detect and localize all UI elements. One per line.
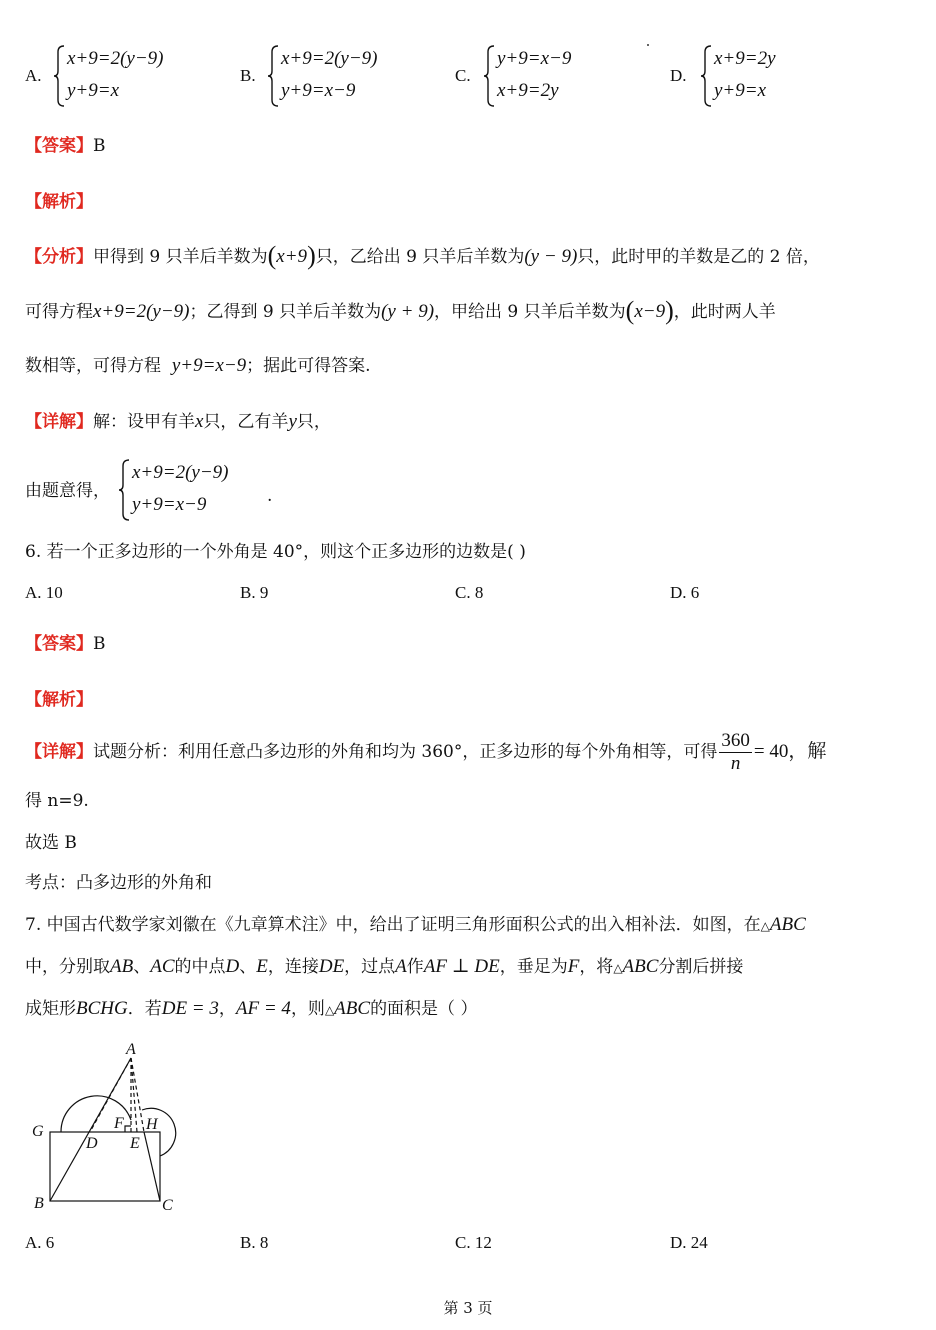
text: ，: [218, 999, 236, 1019]
q7-option-d: D. 24: [670, 1233, 708, 1252]
text: 、: [239, 957, 257, 977]
q6-conclusion: 故选 B: [25, 833, 77, 853]
q6-option-d: D. 6: [670, 583, 700, 602]
math-var: ABC: [334, 998, 371, 1019]
math-var: A: [395, 956, 407, 977]
math-var: x: [195, 411, 204, 432]
math-var: DE: [318, 956, 345, 977]
q7-line-3: [25, 997, 477, 1022]
line-ec: [144, 1132, 160, 1201]
q5-option-c-label: C.: [455, 66, 471, 85]
answer-tag: 【答案】: [25, 634, 93, 654]
math-var: y: [288, 411, 297, 432]
text: 只，此时甲的羊数是乙的 2 倍，: [577, 247, 820, 267]
math-expr: (x−9): [625, 296, 674, 325]
label-c: C: [162, 1197, 173, 1214]
text: ．若: [127, 999, 162, 1019]
math-var: AF = 4: [235, 998, 291, 1019]
q5-option-a: [53, 44, 213, 108]
text: 可得方程: [25, 302, 93, 322]
q5-analysis-line-1: [25, 241, 820, 270]
q7-geometry-figure: [28, 1038, 188, 1218]
q5-a-eq1: x+9=2(y−9): [67, 48, 164, 69]
fraction: [719, 730, 752, 775]
q7-option-c: C. 12: [455, 1233, 492, 1252]
detail-eq1: x+9=2(y−9): [132, 462, 229, 483]
line-ah-dashed: [131, 1058, 137, 1132]
q5-option-b-label: B.: [240, 66, 256, 85]
right-angle-mark: [125, 1126, 131, 1132]
q5-option-d-label: D.: [670, 66, 687, 85]
text: ，过点: [344, 957, 396, 977]
q5-detail-system: [118, 458, 278, 522]
detail-tag: 【详解】: [25, 742, 93, 762]
text: 分割后拼接: [658, 957, 744, 977]
q5-detail-line-1: [25, 410, 331, 434]
jiexi-tag: 【解析】: [25, 192, 93, 212]
triangle-symbol: △: [324, 1003, 335, 1017]
math-expr: x+9=2(y−9): [93, 301, 190, 322]
text: ；据此可得答案.: [246, 356, 371, 376]
text: 试题分析：利用任意凸多边形的外角和均为 360°，正多边形的每个外角相等，可得: [93, 742, 718, 762]
text: 作: [406, 957, 424, 977]
label-b: B: [34, 1195, 44, 1212]
q5-jiexi: [25, 190, 93, 214]
q5-d-eq1: x+9=2y: [714, 48, 776, 69]
q6-jiexi: [25, 688, 93, 712]
q5-b-eq1: x+9=2(y−9): [281, 48, 378, 69]
math-var: ABC: [622, 956, 659, 977]
q5-detail-line-2-label: [25, 479, 110, 503]
q7-option-a: A. 6: [25, 1233, 55, 1252]
brace-icon: [483, 44, 495, 108]
answer-value: B: [93, 136, 106, 156]
q6-option-a: A. 10: [25, 583, 63, 602]
q6-option-c: C. 8: [455, 583, 484, 602]
q6-kaodian: 考点：凸多边形的外角和: [25, 873, 212, 893]
math-expr: y+9=x−9: [171, 355, 247, 376]
math-var: E: [256, 956, 268, 977]
math-var: ABC: [769, 914, 806, 935]
text: 由题意得，: [25, 481, 110, 501]
math-var: AB: [110, 956, 134, 977]
text: 、: [133, 957, 151, 977]
text: ，此时两人羊: [673, 302, 776, 322]
math-var: BCHG: [76, 998, 128, 1019]
math-var: F: [567, 956, 580, 977]
brace-icon: [700, 44, 712, 108]
math-expr: (y − 9): [524, 246, 578, 267]
text: ，连接: [267, 957, 319, 977]
text: 的中点: [174, 957, 226, 977]
stray-dot: [647, 44, 649, 46]
math-var: DE = 3: [161, 998, 219, 1019]
q5-analysis-line-2: [25, 296, 776, 325]
q5-b-eq2: y+9=x−9: [281, 80, 356, 101]
label-f: F: [114, 1115, 124, 1132]
label-d: D: [86, 1135, 98, 1152]
q6-detail-line-1: [25, 730, 826, 775]
jiexi-tag: 【解析】: [25, 690, 93, 710]
q5-answer: [25, 134, 106, 158]
text: 只，乙给出 9 只羊后羊数为: [315, 247, 525, 267]
text: ，垂足为: [499, 957, 568, 977]
line-ae-dashed: [131, 1058, 144, 1132]
q6-answer: [25, 632, 106, 656]
fraction-numerator: 360: [721, 730, 750, 751]
q7-line-2: [25, 955, 743, 980]
q5-option-c: [483, 44, 643, 108]
q5-c-eq2: x+9=2y: [497, 80, 559, 101]
answer-tag: 【答案】: [25, 136, 93, 156]
math-expr: (x+9): [267, 241, 316, 270]
text: ，则: [290, 999, 325, 1019]
q6-option-b: B. 9: [240, 583, 269, 602]
detail-eq2: y+9=x−9: [132, 494, 207, 515]
text: 甲得到 9 只羊后羊数为: [93, 247, 268, 267]
detail-period: .: [267, 486, 273, 506]
math-var: AF ⊥ DE: [423, 956, 500, 977]
math-var: D: [225, 956, 240, 977]
q5-c-eq1: y+9=x−9: [497, 48, 572, 69]
text: 的面积是（ ）: [370, 999, 478, 1019]
q6-stem: 6. 若一个正多边形的一个外角是 40°，则这个正多边形的边数是( ): [25, 542, 526, 562]
label-e: E: [130, 1135, 140, 1152]
text: ，将: [579, 957, 614, 977]
math-text: x+9: [276, 246, 308, 267]
text: 中，分别取: [25, 957, 110, 977]
brace-icon: [53, 44, 65, 108]
q5-option-d: [700, 44, 860, 108]
q5-a-eq2: y+9=x: [67, 80, 120, 101]
label-h: H: [146, 1116, 158, 1133]
text: 解：设甲有羊: [93, 412, 195, 432]
math-text: x−9: [634, 301, 666, 322]
q5-d-eq2: y+9=x: [714, 80, 767, 101]
rectangle-bchg: [50, 1132, 160, 1201]
text: 只，乙有羊: [203, 412, 289, 432]
triangle-symbol: △: [613, 961, 623, 975]
math-var: AC: [150, 956, 175, 977]
brace-icon: [267, 44, 279, 108]
q5-option-b: [267, 44, 427, 108]
label-a: A: [126, 1041, 136, 1058]
fraction-denominator: n: [730, 753, 741, 774]
text: 数相等，可得方程: [25, 356, 161, 376]
q7-line-1: [25, 913, 806, 938]
analysis-tag: 【分析】: [25, 247, 93, 267]
text: 只，: [296, 412, 331, 432]
text: ，甲给出 9 只羊后羊数为: [434, 302, 626, 322]
q6-detail-line-2: 得 n=9.: [25, 791, 89, 811]
answer-value: B: [93, 634, 106, 654]
text: 成矩形: [25, 999, 76, 1019]
triangle-symbol: △: [760, 919, 770, 933]
page-footer: 第 3 页: [443, 1299, 493, 1317]
text: = 40，解: [753, 741, 827, 762]
q5-option-a-label: A.: [25, 66, 42, 85]
text: ；乙得到 9 只羊后羊数为: [189, 302, 382, 322]
label-g: G: [32, 1123, 44, 1140]
q7-option-b: B. 8: [240, 1233, 269, 1252]
q5-analysis-line-3: [25, 354, 371, 378]
detail-tag: 【详解】: [25, 412, 93, 432]
text: 7. 中国古代数学家刘徽在《九章算术注》中，给出了证明三角形面积公式的出入相补法．如图，在: [25, 915, 761, 935]
brace-icon: [118, 458, 130, 522]
math-expr: (y + 9): [381, 301, 435, 322]
